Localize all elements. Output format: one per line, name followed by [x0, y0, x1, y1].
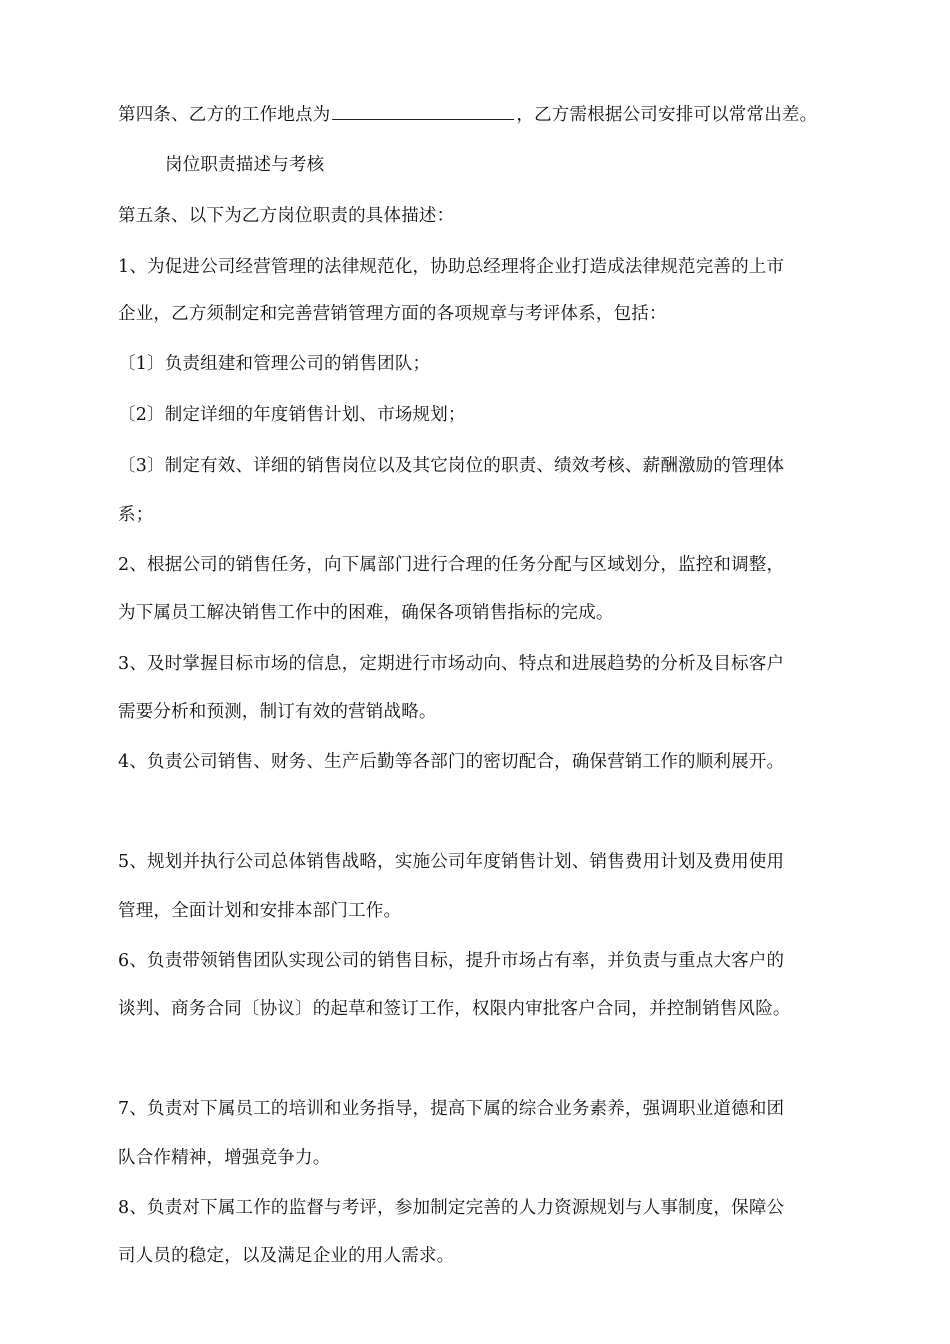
body-line: 3、及时掌握目标市场的信息，定期进行市场动向、特点和进展趋势的分析及目标客户: [118, 654, 785, 674]
clause-4-text-before: 第四条、乙方的工作地点为: [118, 105, 331, 125]
body-line: 〔2〕制定详细的年度销售计划、市场规划；: [118, 405, 466, 425]
clause-4: [118, 102, 817, 127]
body-line: 系；: [118, 505, 154, 525]
body-line: 1、为促进公司经营管理的法律规范化，协助总经理将企业打造成法律规范完善的上市: [118, 257, 785, 277]
clause-5: 第五条、以下为乙方岗位职责的具体描述：: [118, 206, 455, 226]
body-line: 管理，全面计划和安排本部门工作。: [118, 901, 402, 921]
body-line: 4、负责公司销售、财务、生产后勤等各部门的密切配合，确保营销工作的顺利展开。: [118, 752, 785, 772]
body-line: 8、负责对下属工作的监督与考评，参加制定完善的人力资源规划与人事制度，保障公: [118, 1198, 785, 1218]
section-heading: 岗位职责描述与考核: [165, 155, 325, 175]
clause-4-text-after: ，乙方需根据公司安排可以常常出差。: [516, 105, 818, 125]
body-line: 〔1〕负责组建和管理公司的销售团队；: [118, 354, 431, 374]
work-location-blank: [332, 102, 514, 120]
body-line: 5、规划并执行公司总体销售战略，实施公司年度销售计划、销售费用计划及费用使用: [118, 852, 785, 872]
body-line: 企业，乙方须制定和完善营销管理方面的各项规章与考评体系，包括：: [118, 304, 667, 324]
body-line: 6、负责带领销售团队实现公司的销售目标，提升市场占有率，并负责与重点大客户的: [118, 951, 785, 971]
body-line: 司人员的稳定，以及满足企业的用人需求。: [118, 1246, 455, 1266]
body-line: 谈判、商务合同〔协议〕的起草和签订工作，权限内审批客户合同，并控制销售风险。: [118, 999, 791, 1019]
body-line: 需要分析和预测，制订有效的营销战略。: [118, 702, 437, 722]
body-line: 2、根据公司的销售任务，向下属部门进行合理的任务分配与区域划分，监控和调整，: [118, 555, 785, 575]
body-line: 7、负责对下属员工的培训和业务指导，提高下属的综合业务素养，强调职业道德和团: [118, 1099, 785, 1119]
body-line: 队合作精神，增强竞争力。: [118, 1148, 331, 1168]
body-line: 〔3〕制定有效、详细的销售岗位以及其它岗位的职责、绩效考核、薪酬激励的管理体: [118, 456, 785, 476]
body-line: 为下属员工解决销售工作中的困难，确保各项销售指标的完成。: [118, 603, 614, 623]
